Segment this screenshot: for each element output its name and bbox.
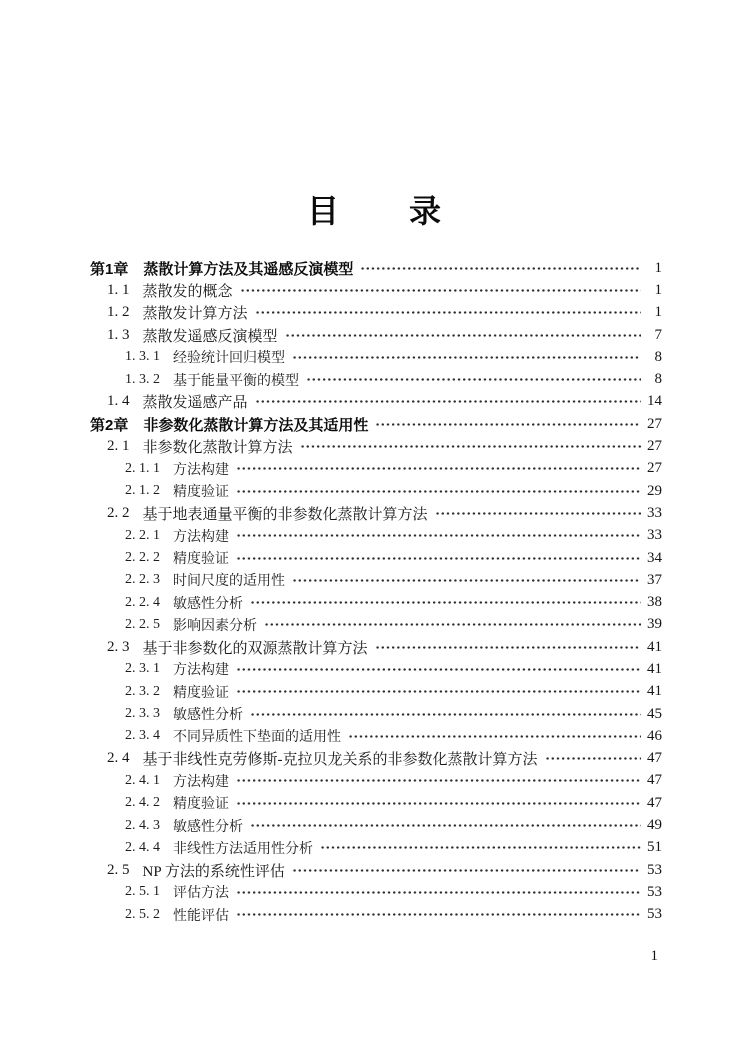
entry-number: 2. 2. 3 <box>125 572 160 588</box>
entry-page: 1 <box>654 304 662 321</box>
entry-page: 47 <box>647 750 662 767</box>
entry-page: 47 <box>647 772 662 789</box>
dot-leader <box>236 534 641 537</box>
entry-number: 2. 5 <box>107 861 130 878</box>
page-title: 目 录 <box>306 193 443 229</box>
entry-page: 38 <box>647 594 662 611</box>
dot-leader <box>236 557 641 560</box>
entry-number: 1. 4 <box>107 393 130 410</box>
toc-entry <box>90 837 662 859</box>
toc-entry <box>90 591 662 613</box>
entry-number: 1. 2 <box>107 304 130 321</box>
entry-title: 敏感性分析 <box>173 708 243 724</box>
entry-number: 2. 2 <box>107 504 130 521</box>
entry-page: 27 <box>647 460 662 477</box>
toc-entry <box>90 748 662 770</box>
dot-leader <box>250 601 641 604</box>
entry-title: 基于能量平衡的模型 <box>173 373 299 389</box>
entry-number: 第1章 <box>90 260 129 278</box>
entry-page: 33 <box>647 504 662 521</box>
dot-leader <box>360 267 641 270</box>
entry-page: 51 <box>647 839 662 856</box>
entry-title: 非参数化蒸散计算方法及其适用性 <box>143 416 369 434</box>
entry-title: NP 方法的系统性评估 <box>142 863 285 880</box>
dot-leader <box>240 289 641 292</box>
entry-page: 27 <box>647 415 662 432</box>
toc-entry <box>90 346 662 368</box>
dot-leader <box>292 579 641 582</box>
entry-page: 53 <box>647 906 662 923</box>
dot-leader <box>292 869 641 872</box>
entry-page: 33 <box>647 527 662 544</box>
entry-number: 2. 4. 3 <box>125 817 160 833</box>
entry-page: 53 <box>647 883 662 900</box>
entry-page: 27 <box>647 438 662 455</box>
toc-entry <box>90 881 662 903</box>
dot-leader <box>435 512 641 515</box>
entry-page: 14 <box>647 393 662 410</box>
toc-entry <box>90 792 662 814</box>
dot-leader <box>236 668 641 671</box>
dot-leader <box>250 824 641 827</box>
dot-leader <box>375 423 641 426</box>
entry-page: 39 <box>647 616 662 633</box>
entry-page: 41 <box>647 638 662 655</box>
toc-entry <box>90 413 662 435</box>
entry-page: 41 <box>647 660 662 677</box>
entry-title: 性能评估 <box>173 908 229 924</box>
entry-title: 不同异质性下垫面的适用性 <box>173 730 341 746</box>
entry-number: 1. 1 <box>107 281 130 298</box>
entry-page: 7 <box>654 326 662 343</box>
entry-title: 精度验证 <box>173 485 229 501</box>
entry-title: 蒸散发的概念 <box>142 283 233 300</box>
toc-entry <box>90 658 662 680</box>
toc-entry <box>90 480 662 502</box>
entry-number: 2. 5. 1 <box>125 884 160 900</box>
entry-page: 37 <box>647 571 662 588</box>
toc-entry <box>90 703 662 725</box>
toc-entry <box>90 725 662 747</box>
toc-entry <box>90 636 662 658</box>
entry-title: 基于非参数化的双源蒸散计算方法 <box>142 640 368 657</box>
entry-title: 敏感性分析 <box>173 596 243 612</box>
entry-page: 8 <box>654 371 662 388</box>
toc-entry <box>90 859 662 881</box>
entry-title: 基于非线性克劳修斯-克拉贝龙关系的非参数化蒸散计算方法 <box>142 752 538 769</box>
toc-entry <box>90 458 662 480</box>
entry-title: 方法构建 <box>173 529 229 545</box>
dot-leader <box>236 467 641 470</box>
entry-number: 2. 2. 2 <box>125 550 160 565</box>
entry-title: 时间尺度的适用性 <box>173 574 285 590</box>
entry-number: 2. 4. 1 <box>125 772 160 788</box>
entry-page: 45 <box>647 705 662 722</box>
entry-page: 34 <box>647 549 662 566</box>
entry-number: 2. 3. 1 <box>125 661 160 677</box>
dot-leader <box>255 400 641 403</box>
dot-leader <box>285 334 641 337</box>
toc-entry <box>90 324 662 346</box>
entry-number: 2. 3 <box>107 638 130 655</box>
entry-number: 2. 2. 1 <box>125 527 160 543</box>
entry-number: 2. 4. 2 <box>125 795 160 811</box>
entry-title: 基于地表通量平衡的非参数化蒸散计算方法 <box>142 506 428 523</box>
dot-leader <box>348 735 641 738</box>
toc-entry <box>90 525 662 547</box>
dot-leader <box>300 445 641 448</box>
toc-entry <box>90 904 662 926</box>
entry-number: 1. 3 <box>107 326 130 343</box>
dot-leader <box>236 913 641 916</box>
dot-leader <box>375 646 641 649</box>
entry-title: 方法构建 <box>173 462 229 478</box>
entry-number: 2. 2. 4 <box>125 594 160 610</box>
toc-entry <box>90 614 662 636</box>
entry-title: 评估方法 <box>173 886 229 902</box>
toc-entry <box>90 391 662 413</box>
entry-title: 精度验证 <box>173 552 229 567</box>
entry-title: 非参数化蒸散计算方法 <box>142 440 293 457</box>
toc-entry <box>90 435 662 457</box>
dot-leader <box>292 356 641 359</box>
entry-title: 经验统计回归模型 <box>173 351 285 367</box>
toc-entry <box>90 302 662 324</box>
entry-title: 影响因素分析 <box>173 618 257 634</box>
toc-entry <box>90 770 662 792</box>
toc-entry <box>90 257 662 279</box>
entry-page: 46 <box>647 727 662 744</box>
dot-leader <box>255 311 641 314</box>
entry-number: 2. 3. 4 <box>125 728 160 744</box>
entry-number: 2. 4 <box>107 750 130 767</box>
entry-title: 蒸散发遥感产品 <box>142 395 248 412</box>
toc-entry <box>90 681 662 703</box>
entry-number: 2. 1. 1 <box>125 460 160 476</box>
toc-entry <box>90 814 662 836</box>
toc-entry <box>90 279 662 301</box>
entry-page: 8 <box>654 348 662 365</box>
entry-number: 2. 5. 2 <box>125 906 160 922</box>
entry-page: 29 <box>647 482 662 499</box>
entry-title: 蒸散计算方法及其遥感反演模型 <box>143 260 354 278</box>
entry-title: 精度验证 <box>173 797 229 813</box>
entry-title: 方法构建 <box>173 663 229 679</box>
dot-leader <box>236 690 641 693</box>
entry-number: 2. 3. 3 <box>125 706 160 722</box>
dot-leader <box>236 891 641 894</box>
entry-page: 49 <box>647 817 662 834</box>
entry-title: 方法构建 <box>173 774 229 790</box>
entry-number: 2. 3. 2 <box>125 683 160 699</box>
entry-number: 第2章 <box>90 416 129 434</box>
entry-page: 53 <box>647 861 662 878</box>
dot-leader <box>236 802 641 805</box>
entry-number: 1. 3. 1 <box>125 349 160 365</box>
toc-entry <box>90 569 662 591</box>
dot-leader <box>250 713 641 716</box>
toc-entry <box>90 368 662 390</box>
dot-leader <box>236 779 641 782</box>
entry-number: 2. 1 <box>107 438 130 455</box>
dot-leader <box>306 378 641 381</box>
dot-leader <box>320 846 641 849</box>
entry-title: 敏感性分析 <box>173 819 243 835</box>
entry-number: 1. 3. 2 <box>125 371 160 387</box>
dot-leader <box>236 490 641 493</box>
page-number: 1 <box>650 948 658 964</box>
entry-page: 1 <box>654 259 662 276</box>
entry-number: 2. 4. 4 <box>125 839 160 855</box>
dot-leader <box>545 757 642 760</box>
dot-leader <box>264 623 641 626</box>
entry-title: 蒸散发遥感反演模型 <box>142 328 278 345</box>
toc-entry <box>90 547 662 569</box>
entry-title: 精度验证 <box>173 685 229 701</box>
toc-list <box>90 257 662 926</box>
entry-page: 1 <box>654 281 662 298</box>
entry-page: 47 <box>647 794 662 811</box>
entry-title: 非线性方法适用性分析 <box>173 841 313 857</box>
entry-number: 2. 1. 2 <box>125 483 160 499</box>
entry-number: 2. 2. 5 <box>125 616 160 632</box>
entry-title: 蒸散发计算方法 <box>142 306 248 323</box>
entry-page: 41 <box>647 683 662 700</box>
toc-entry <box>90 502 662 524</box>
